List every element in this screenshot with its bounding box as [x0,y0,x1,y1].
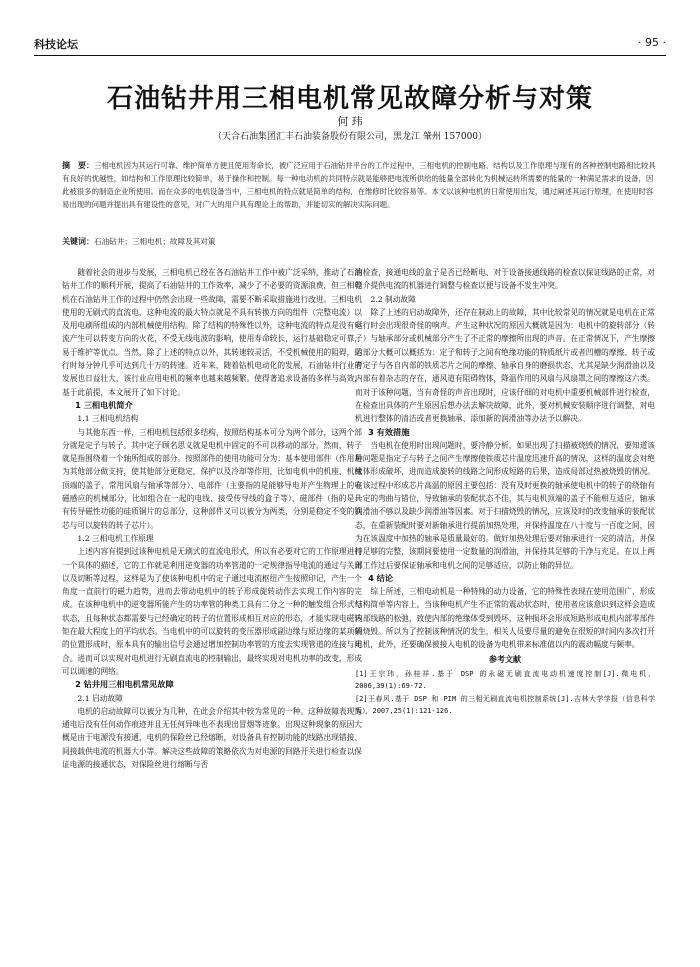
keywords [62,236,656,247]
section-heading: 3 有效措施 [368,426,410,437]
reference-item: [1]王宗玮，孙桂祥.基于 DSP 的永磁无刷直流电动机速度控制[J].微电机，2006,39(1):69-72. [355,669,655,691]
subsection-heading: 1.2 三相电机工作原理 [77,533,154,543]
paragraph: 随着社会的进步与发展，三相电机已经在各石油钻井工作中被广泛采纳，推动了石油钻井工作的顺利开展，提高了石油钻井的工作效率，减少了不必要的资源浪费，但三相电机在石油钻井工作的过程中仍然会出现一些故障，需要不断采取措施进行改进。三相电机使用的无刷式的直流电，这种电流的最大特点就是不具有转换方向的组件（完整电流）以及用电刷所组成的内部机械使用结构。除了结构的特殊性以外，这种电流的特点是没有电流产生可以转变方向的火花，不受无线电波的影响，使用寿命较长，运行基础稳定可靠，易于维护等优点。当然，除了上述的特点以外，其转速较灵活，不受机械使用的阻碍，运行时每分钟几乎可达到几十万的转速。近年来，随着钻机电动化的发展，石油钻井行业的发展也日益壮大，该行业应用电机的频率也越来越频繁。使得著追求设备的多样与高效，基于此前提，本文展开了如下讨论。 [62,268,362,397]
paper-affiliation: （天合石油集团汇丰石油装备股份有限公司，黑龙江 肇州 157000） [212,132,488,142]
paragraph: 综上所述，三相电动机是一种特殊的动力设备，它的特殊性表现在使用范围广、形成结构简单等内容上。当该种电机产生不正常的震动状态时，使用者应该意识到这样会造成内部线路的松弛，致使内部的绝缘体受到毁坏，这种损坏会形成短路形成电机内部零部件的烧毁。所以为了控制该种情况的发生，相关人员要尽量的避免在很短的时间内多次打开电机，此外，还要确保被接入电机的设备为电机带来标准值以内的震动幅度与频率。 [355,587,655,650]
header-rule [34,55,666,56]
paragraph: 电机的启动故障可以被分为几种，在此会介绍其中较为常见的一种。这种故障表现为通电后没有任何动作痕迹并且无任何异味也不表现出冒烟等迹象。出现这种现象的原因大概是由于电源没有接通，电机的保险丝已经熔断，对设备具有控制功能的线路出现错接、间接载供电流的机器大小等。解决这些故障的策略依次为对电源的回路开关进行检查以保证电源的接通状态，对保险丝进行熔断与否 [62,706,362,769]
section-heading: 4 结论 [368,572,394,583]
section-label: 科技论坛 [34,38,78,51]
paragraph: 当电机在使用时出现问题时，要冷静分析，如果出现了扫描被烧毁的情况，要知道该种问题是指定子与转子之间产生摩擦使铁质芯片温度迅速升高的情况，这样的温度会对绝缘体形成破坏，进而造成旋转的线路之间形成短路的后果，造成局部过热被烧毁的情况。在该过程中形成芯片高温的原因主要包括：没有及时更换的轴承使电机中的转子的绕轴有一定的弯曲与错位，导致轴承的装配状态不佳，其与电机顶端的盖子不能相互适应，轴承润滑油不够以及缺少润滑油等因素。对于扫描烧毁的情况，应该及时的改变轴承的装配状态，在重新装配时要对新轴承进行提前加热处理，并保持温度在八十度与一百度之间，因为在该温度中加热的轴承是质量最好的。做好加热处理后要对轴承进行一定的清洁，并保持足够的完整，该期间要使用一定数量的润滑油，并保持其足够的干净与充足。在以上两部工作过后要保证轴承和电机之间的足够适应，以防止轴的异位。 [355,440,655,570]
abstract-label: 摘 要： [62,161,94,170]
paragraph: 上述内容有提到过该种电机是无刷式的直流电形式，所以有必要对它的工作原理进行一个具体的描述，它的工作就是利用逆变器的功率管道的一定规律指导电流的通过与关闭以及切断等过程，这样是为了使该种电机中的定子通过电流枢纽产生按照印记，产生一个角度一直前行的磁力趋势，进而去带动电机中的转子形成旋转动作去实现工作内容的完成。在该种电机中的逆变器所能产生的功率管的种类工具有二分之一种的触发组合形式与状态，且每种状态都需要与已经确定的转子的位置形成相互对应的形态，才能实现电磁转矩在最大程度上的平均状态。当电机中的可以旋转的变压器形成副边缘与原边缘的某项频的位置形成时，原本具有的输出信号会通过增加控制功率管的方度去实现管道的连接与闭合。进而可以实现对电机进行无刷直流电的控制输出，最终实现对电机功率的改变，形成可以调速的网络。 [62,547,362,676]
paper-author: 何 玮 [337,115,363,128]
reference-item: [2]王春风.基于 DSP 和 PIM 的三相无刷直流电机控制系统[J].吉林大学学报（信息科学版），2007,25(1):121-126. [355,694,655,716]
right-column [355,266,655,718]
abstract-text: 三相电机因为其运行可靠、维护简单方便且使用寿命长，被广泛应用于石油钻井平台的工作过程中，三相电机的控制电路、结构以及工作原理与现有的各种控制电路相比较具有良好的优越性，如结构和工作原理比较简单，易于操作和控制。每一种电动机的共同特点就是能够把电流所供给的能量全部转化为机械运转所需要的能量的一种满足需求的设备，因此被很多的制造企业所使用。而在众多的电机设备当中，三相电机的特点就是简单的结构，在维修时比较容易等。本文以该种电机的日常使用出发，通过阐述其运行原理，在使用时容易出现的问题并提出具有建设性的意见，对广大的用户具有理论上的帮助，并能切实的解决实际问题。 [62,161,656,209]
paper-title: 石油钻井用三相电机常见故障分析与对策 [106,84,593,114]
paragraph: 的检查，接通电线的盒子是否已经断电、对于设备接通线路的检查以保证线路的正常，对简介提供电流的机器进行调整与检查以便与设备不发生冲突。 [355,268,655,291]
paragraph: 除了上述的启动故障外，还存在制动上的故障，其中比较常见的情况就是电机在正常运行时会出现很奇怪的响声。产生这种状况的原因大概就是因为：电机中的旋转部分（转子）与轴承部分或机械部分产生了不正常的摩擦所出现的声音。在正常情况下，产生摩擦的部分大概可以概括为：定子和转子之间有绝缘功能的特质纸片或者凹槽的摩擦、转子或者定子与各自内部的铁质芯片之间的摩擦、轴承自身的磨损状态、尤其是缺少润滑油以及内部有着杂志的存在，通风道有阻碍物体，降温作用的风扇与风扇罩之间的摩擦这六类。而对于该种问题，当有奇怪的声音出现时，应该仔细的对电机中重要机械部件进行检查，在检查出具体的产生原因后想办法去解决故障，此外，要对机械安装顺序进行调整，对电机进行整体的清洁或者更换轴承、添加新的润滑油等办法予以解决。 [355,307,655,424]
keywords-text: 石油钻井；三相电机；故障及其对策 [94,237,216,246]
subsection-heading: 1.1 三相电机结构 [77,414,139,424]
running-header [34,36,666,56]
references-list [355,668,655,718]
references-title: 参考文献 [489,654,521,664]
paragraph: 与其他东西一样，三相电机包括很多结构，按照结构基本可分为两个部分，这两个部分就是定子与转子。其中定子顾名思义就是电机中固定的不可以移动的部分，然而，转子就是指围绕着一个轴所组成的部分。按照部件的使用功能可分为：基本使用部件（作用是为其他部分做支持，使其他部分更稳定，保护以及冷却等作用，比如电机中的机座、机械顶端的盖子、常用风扇与轴承等部分）、电部件（主要指的是能够导电并产生物理上的电磁感应的机械部分，比如组合在一起的电线、接受传导线的盒子等）、磁部件（指的是具有传导磁性功能的硅质铜片的总部分，这种部件又可以被分为两类，分别是稳定不变的铁芯与可以旋转的转子芯片）。 [62,427,362,530]
page-number: · 95 · [638,36,666,49]
section-heading: 1 三相电机简介 [75,399,133,410]
subsection-heading: 2.2 制动故障 [370,294,416,304]
left-column [62,266,362,771]
keywords-label: 关键词： [62,237,94,246]
subsection-heading: 2.1 启动故障 [77,693,123,703]
abstract [62,159,656,211]
section-heading: 2 钻井用三相电机常见故障 [75,679,174,690]
